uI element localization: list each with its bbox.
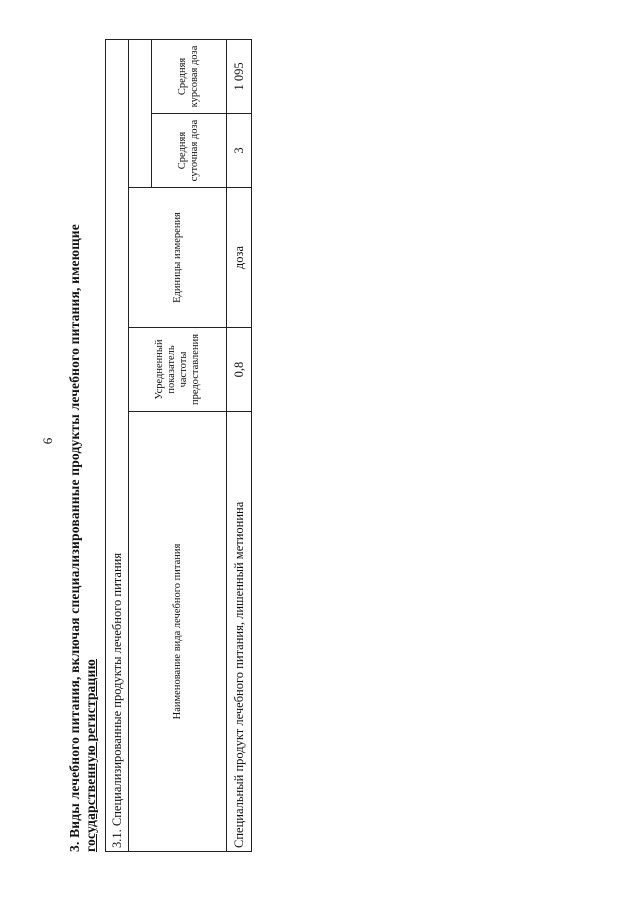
- rotated-document-content: [65, 32, 325, 852]
- header-top-row: [129, 39, 152, 851]
- header-name: Наименование вида лечебного питания: [129, 412, 227, 852]
- header-unit: Единицы измерения: [129, 188, 227, 328]
- section-heading-line2: государственную регистрацию: [83, 659, 98, 852]
- header-spacer: [129, 39, 152, 187]
- row-frequency: 0,8: [227, 328, 252, 412]
- header-course-dose: Средняя курсовая доза: [152, 39, 227, 113]
- subsection-title: 3.1. Специализированные продукты лечебного питания: [106, 39, 129, 851]
- nutrition-table: [105, 39, 252, 852]
- header-frequency: Усредненный показатель частоты предоставления: [129, 328, 227, 412]
- row-unit: доза: [227, 188, 252, 328]
- row-daily-dose: 3: [227, 114, 252, 188]
- row-course-dose: 1 095: [227, 39, 252, 113]
- section-heading: [67, 40, 99, 852]
- section-heading-line1: 3. Виды лечебного питания, включая специализированные продукты лечебного питания, имеющие: [67, 224, 82, 852]
- header-daily-dose: Средняя суточная доза: [152, 114, 227, 188]
- page-number: 6: [40, 437, 55, 445]
- row-name: Специальный продукт лечебного питания, лишенный метионина: [227, 412, 252, 852]
- subsection-row: [106, 39, 129, 851]
- table-row: [227, 39, 252, 851]
